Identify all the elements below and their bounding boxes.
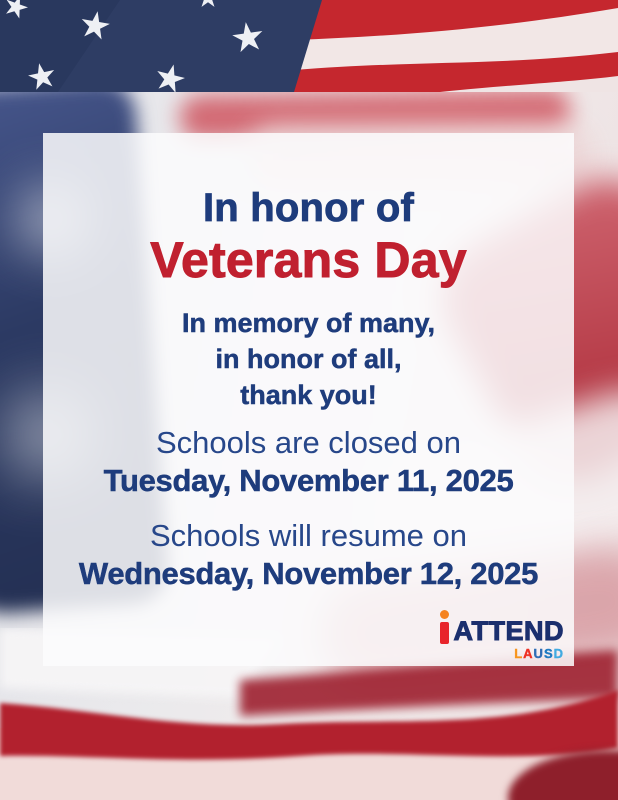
tribute-line-2: in honor of all, [215,343,402,374]
tribute-line-1: In memory of many, [181,308,436,338]
lausd-letter-s: S [543,646,554,661]
lausd-wordmark [440,647,565,660]
closure-label: Schools are closed on [155,424,462,460]
closure-date: Tuesday, November 11, 2025 [103,463,514,499]
tribute-text [43,306,574,414]
lausd-letter-d: D [553,646,564,661]
title-line-1: In honor of [202,186,415,230]
iattend-lausd-logo [440,610,565,660]
tribute-line-3: thank you! [240,379,377,410]
attend-wordmark: ATTEND [453,616,564,646]
flag-top-band [0,0,618,92]
closure-notice [43,424,574,501]
lausd-letter-a: A [523,646,534,661]
iattend-i-icon [440,610,449,645]
resume-notice [43,517,574,594]
resume-label: Schools will resume on [149,517,468,553]
lausd-letter-l: L [514,646,524,661]
resume-date: Wednesday, November 12, 2025 [78,556,539,592]
title-line-2: Veterans Day [150,232,467,288]
announcement-card [43,133,574,666]
i-stem-icon [440,622,449,644]
lausd-letter-u: U [533,646,544,661]
iattend-wordmark [440,610,565,645]
i-dot-icon [440,610,449,619]
